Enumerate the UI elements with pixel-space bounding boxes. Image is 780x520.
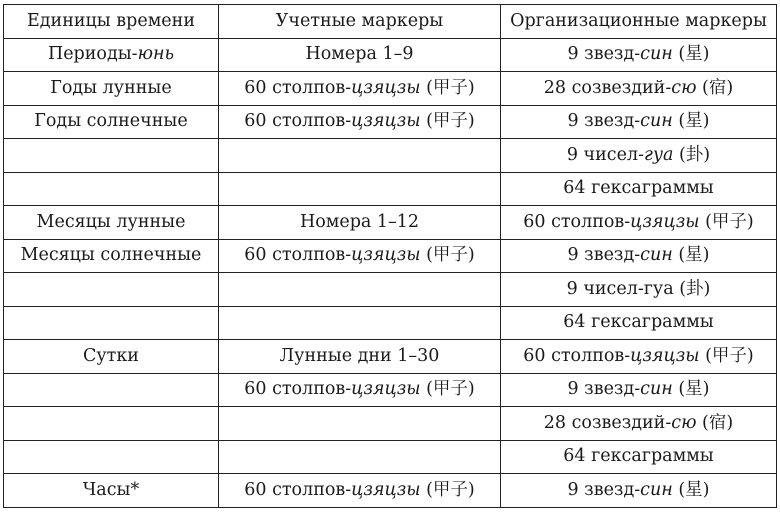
header-time-units: Единицы времени xyxy=(4,5,219,39)
organizing-marker-cell xyxy=(501,306,777,340)
table-row xyxy=(4,273,777,307)
cell-text: 9 чисел- xyxy=(566,144,644,165)
italic-text: цзяцзы xyxy=(351,77,421,98)
cell-text: 64 гексаграммы xyxy=(563,312,714,332)
cell-text: (甲子) xyxy=(699,345,754,366)
cell-text: Годы солнечные xyxy=(34,111,188,131)
cell-text: (星) xyxy=(672,44,710,64)
cell-text: Номера 1–9 xyxy=(305,44,414,64)
time-unit-cell xyxy=(4,273,219,307)
cell-text: (星) xyxy=(672,479,710,500)
time-unit-cell xyxy=(4,38,219,72)
italic-text: син xyxy=(640,44,673,64)
time-unit-cell xyxy=(4,407,219,441)
cell-text: 60 столпов- xyxy=(244,111,352,131)
counting-marker-cell xyxy=(219,340,501,374)
cell-text: Номера 1–12 xyxy=(299,211,420,232)
cell-text: 60 столпов- xyxy=(244,77,352,98)
italic-text: син xyxy=(640,379,673,399)
italic-text: син xyxy=(640,245,673,265)
table-row xyxy=(4,72,777,106)
counting-marker-cell xyxy=(219,373,501,407)
cell-text: (甲子) xyxy=(420,77,475,98)
organizing-marker-cell xyxy=(501,172,777,206)
cell-text: Часы* xyxy=(82,479,140,500)
italic-text: цзяцзы xyxy=(351,111,421,131)
cell-text: 60 столпов- xyxy=(244,245,352,265)
counting-marker-cell xyxy=(219,239,501,273)
cell-text: 60 столпов- xyxy=(523,345,631,366)
organizing-marker-cell xyxy=(501,474,777,508)
time-unit-cell xyxy=(4,72,219,106)
italic-text: сю xyxy=(671,77,697,98)
italic-text: цзяцзы xyxy=(351,379,421,399)
time-unit-cell xyxy=(4,172,219,206)
organizing-marker-cell xyxy=(501,273,777,307)
counting-marker-cell xyxy=(219,139,501,173)
cell-text: (甲子) xyxy=(420,479,475,500)
cell-text: (甲子) xyxy=(420,379,475,399)
cell-text: 64 гексаграммы xyxy=(563,446,714,466)
counting-marker-cell xyxy=(219,206,501,240)
counting-marker-cell xyxy=(219,105,501,139)
cell-text: Годы лунные xyxy=(50,77,172,98)
italic-text: син xyxy=(640,479,673,500)
cell-text: Сутки xyxy=(83,345,139,366)
organizing-marker-cell xyxy=(501,105,777,139)
counting-marker-cell xyxy=(219,72,501,106)
time-unit-cell xyxy=(4,139,219,173)
header-organizing-markers: Организационные маркеры xyxy=(501,5,777,39)
italic-text: син xyxy=(640,111,673,131)
cell-text: 9 чисел-гуа (卦) xyxy=(566,278,711,299)
cell-text: (宿) xyxy=(696,77,734,98)
time-unit-cell xyxy=(4,340,219,374)
table-row xyxy=(4,474,777,508)
table-row xyxy=(4,340,777,374)
time-unit-cell xyxy=(4,306,219,340)
table-row xyxy=(4,172,777,206)
italic-text: сю xyxy=(671,412,697,433)
italic-text: гуа xyxy=(643,144,674,165)
document-page xyxy=(3,4,777,508)
time-unit-cell xyxy=(4,440,219,474)
cell-text: (星) xyxy=(672,379,710,399)
table-row xyxy=(4,38,777,72)
table-row xyxy=(4,440,777,474)
table-row xyxy=(4,373,777,407)
table-row xyxy=(4,239,777,273)
time-unit-cell xyxy=(4,474,219,508)
organizing-marker-cell xyxy=(501,340,777,374)
italic-text: цзяцзы xyxy=(351,245,421,265)
organizing-marker-cell xyxy=(501,239,777,273)
cell-text: Месяцы солнечные xyxy=(20,245,202,265)
header-counting-markers: Учетные маркеры xyxy=(219,5,501,39)
table-header-row xyxy=(4,5,777,39)
counting-marker-cell xyxy=(219,407,501,441)
cell-text: 9 звезд- xyxy=(567,44,641,64)
table-row xyxy=(4,105,777,139)
cell-text: 60 столпов- xyxy=(244,379,352,399)
counting-marker-cell xyxy=(219,38,501,72)
cell-text: (甲子) xyxy=(420,245,475,265)
cell-text: (星) xyxy=(672,245,710,265)
organizing-marker-cell xyxy=(501,139,777,173)
organizing-marker-cell xyxy=(501,206,777,240)
cell-text: 9 звезд- xyxy=(567,379,641,399)
table-row xyxy=(4,306,777,340)
organizing-marker-cell xyxy=(501,373,777,407)
cell-text: (宿) xyxy=(696,412,734,433)
cell-text: 60 столпов- xyxy=(523,211,631,232)
table-body xyxy=(4,38,777,507)
italic-text: юнь xyxy=(137,44,175,64)
counting-marker-cell xyxy=(219,172,501,206)
cell-text: Периоды- xyxy=(47,44,138,64)
cell-text: Месяцы лунные xyxy=(36,211,186,232)
table-row xyxy=(4,139,777,173)
cell-text: 28 созвездий- xyxy=(543,77,672,98)
cell-text: (卦) xyxy=(673,144,711,165)
counting-marker-cell xyxy=(219,440,501,474)
cell-text: (甲子) xyxy=(420,111,475,131)
italic-text: цзяцзы xyxy=(630,345,700,366)
italic-text: цзяцзы xyxy=(351,479,421,500)
table-row xyxy=(4,206,777,240)
cell-text: (星) xyxy=(672,111,710,131)
organizing-marker-cell xyxy=(501,440,777,474)
cell-text: 60 столпов- xyxy=(244,479,352,500)
time-unit-cell xyxy=(4,239,219,273)
time-unit-cell xyxy=(4,105,219,139)
time-markers-table xyxy=(3,4,777,508)
cell-text: 64 гексаграммы xyxy=(563,178,714,198)
cell-text: (甲子) xyxy=(699,211,754,232)
cell-text: Лунные дни 1–30 xyxy=(279,345,440,366)
cell-text: 9 звезд- xyxy=(567,111,641,131)
table-row xyxy=(4,407,777,441)
time-unit-cell xyxy=(4,373,219,407)
counting-marker-cell xyxy=(219,273,501,307)
cell-text: 9 звезд- xyxy=(567,479,641,500)
organizing-marker-cell xyxy=(501,407,777,441)
organizing-marker-cell xyxy=(501,38,777,72)
cell-text: 9 звезд- xyxy=(567,245,641,265)
counting-marker-cell xyxy=(219,474,501,508)
organizing-marker-cell xyxy=(501,72,777,106)
cell-text: 28 созвездий- xyxy=(543,412,672,433)
counting-marker-cell xyxy=(219,306,501,340)
time-unit-cell xyxy=(4,206,219,240)
italic-text: цзяцзы xyxy=(630,211,700,232)
